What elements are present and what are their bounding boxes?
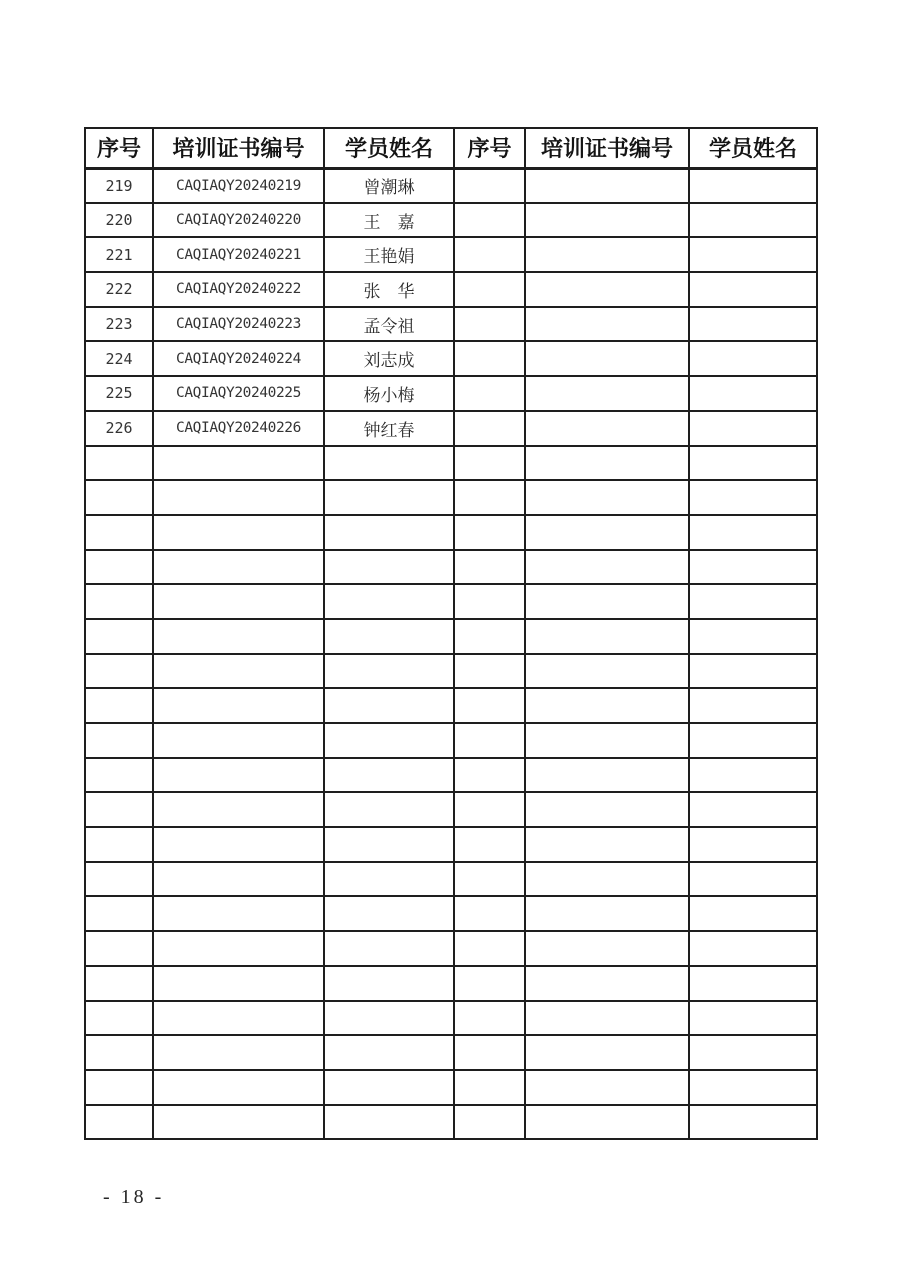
header-name-left: 学员姓名 [324,128,454,168]
certificate-cell [525,827,689,862]
name-cell [324,584,454,619]
name-cell [689,341,817,376]
serial-cell: 221 [85,237,153,272]
certificate-cell [153,862,324,897]
name-cell [324,792,454,827]
name-cell [689,931,817,966]
header-serial-right: 序号 [454,128,525,168]
name-cell [689,862,817,897]
certificate-cell [525,480,689,515]
certificate-cell [153,1035,324,1070]
name-cell: 杨小梅 [324,376,454,411]
header-name-right: 学员姓名 [689,128,817,168]
name-cell [689,688,817,723]
name-cell [324,1070,454,1105]
serial-cell [454,688,525,723]
serial-cell [85,827,153,862]
certificate-cell [525,411,689,446]
name-cell: 张 华 [324,272,454,307]
name-cell [689,654,817,689]
certificate-cell: CAQIAQY20240222 [153,272,324,307]
name-cell [324,723,454,758]
name-cell [324,515,454,550]
serial-cell [454,966,525,1001]
name-cell [324,862,454,897]
certificate-cell [153,550,324,585]
name-cell [689,307,817,342]
name-cell [324,758,454,793]
serial-cell [454,792,525,827]
serial-cell [85,619,153,654]
name-cell [689,446,817,481]
serial-cell [454,619,525,654]
serial-cell [85,446,153,481]
certificate-cell [525,1105,689,1140]
name-cell [689,550,817,585]
certificate-cell [525,931,689,966]
empty-table-row [85,688,817,723]
certificate-cell [525,515,689,550]
serial-cell [454,1001,525,1036]
serial-cell [454,1070,525,1105]
certificate-cell: CAQIAQY20240220 [153,203,324,238]
empty-table-row [85,862,817,897]
empty-table-row [85,1035,817,1070]
serial-cell [85,966,153,1001]
name-cell [324,688,454,723]
name-cell [324,446,454,481]
certificate-cell [525,446,689,481]
certificate-cell [525,619,689,654]
serial-cell [85,584,153,619]
empty-table-row [85,550,817,585]
name-cell [324,931,454,966]
certificate-cell [153,688,324,723]
name-cell [689,1105,817,1140]
name-cell [324,1105,454,1140]
serial-cell: 220 [85,203,153,238]
empty-table-row [85,515,817,550]
certificate-cell [525,723,689,758]
serial-cell [454,931,525,966]
table-row [85,272,817,307]
serial-cell [454,654,525,689]
certificate-cell [153,758,324,793]
certificate-cell [525,376,689,411]
certificate-cell: CAQIAQY20240221 [153,237,324,272]
name-cell [689,168,817,203]
serial-cell [85,758,153,793]
header-certificate-right: 培训证书编号 [525,128,689,168]
name-cell [324,1001,454,1036]
name-cell [689,966,817,1001]
name-cell [689,896,817,931]
name-cell: 刘志成 [324,341,454,376]
table-row [85,341,817,376]
serial-cell [85,550,153,585]
name-cell: 王 嘉 [324,203,454,238]
serial-cell [454,723,525,758]
name-cell [689,237,817,272]
serial-cell: 226 [85,411,153,446]
certificate-cell: CAQIAQY20240225 [153,376,324,411]
certificate-cell [525,654,689,689]
certificate-cell: CAQIAQY20240224 [153,341,324,376]
serial-cell [85,1070,153,1105]
certificate-cell [525,272,689,307]
certificate-cell [525,341,689,376]
name-cell [689,515,817,550]
name-cell [689,827,817,862]
serial-cell [454,307,525,342]
table-row [85,411,817,446]
certificate-cell [153,480,324,515]
certificate-cell [153,827,324,862]
name-cell: 曾潮琳 [324,168,454,203]
serial-cell: 223 [85,307,153,342]
serial-cell [454,168,525,203]
certificate-cell [153,446,324,481]
name-cell [324,619,454,654]
serial-cell [454,896,525,931]
name-cell [689,1035,817,1070]
table-row [85,376,817,411]
empty-table-row [85,619,817,654]
name-cell [689,584,817,619]
certificate-cell [525,1001,689,1036]
certificate-cell [153,1070,324,1105]
name-cell [324,480,454,515]
certificate-cell [525,237,689,272]
name-cell [689,480,817,515]
name-cell [689,1001,817,1036]
serial-cell [85,931,153,966]
table-header-row [85,128,817,168]
certificate-cell: CAQIAQY20240219 [153,168,324,203]
serial-cell [85,1105,153,1140]
table-row [85,237,817,272]
serial-cell [454,203,525,238]
certificate-cell [153,584,324,619]
certificate-cell [525,1035,689,1070]
name-cell [689,619,817,654]
empty-table-row [85,446,817,481]
name-cell [689,272,817,307]
name-cell [324,550,454,585]
certificate-cell [525,307,689,342]
page-number: - 18 - [103,1186,165,1208]
certificate-cell [525,168,689,203]
empty-table-row [85,758,817,793]
certificate-cell [525,1070,689,1105]
name-cell [324,827,454,862]
serial-cell [454,758,525,793]
serial-cell [85,688,153,723]
serial-cell [85,1001,153,1036]
serial-cell [454,550,525,585]
name-cell [324,966,454,1001]
serial-cell [85,723,153,758]
serial-cell [85,1035,153,1070]
empty-table-row [85,584,817,619]
serial-cell [454,341,525,376]
certificate-cell [525,203,689,238]
serial-cell [454,827,525,862]
name-cell [689,411,817,446]
serial-cell [85,792,153,827]
certificate-cell [525,896,689,931]
name-cell [324,1035,454,1070]
trainee-roster-table [84,127,818,1140]
serial-cell [454,515,525,550]
certificate-cell [525,758,689,793]
certificate-cell [153,931,324,966]
certificate-cell [525,966,689,1001]
name-cell [689,758,817,793]
serial-cell [85,896,153,931]
serial-cell [454,272,525,307]
name-cell: 王艳娟 [324,237,454,272]
certificate-cell [525,550,689,585]
certificate-cell [153,515,324,550]
serial-cell: 225 [85,376,153,411]
name-cell [324,896,454,931]
empty-table-row [85,1070,817,1105]
serial-cell [454,1035,525,1070]
certificate-cell [525,792,689,827]
certificate-cell: CAQIAQY20240226 [153,411,324,446]
certificate-cell [153,654,324,689]
serial-cell [454,1105,525,1140]
certificate-cell [525,688,689,723]
empty-table-row [85,931,817,966]
serial-cell [85,480,153,515]
certificate-cell [153,896,324,931]
name-cell: 钟红春 [324,411,454,446]
serial-cell [85,515,153,550]
serial-cell [85,654,153,689]
certificate-cell [525,584,689,619]
certificate-cell [153,723,324,758]
table-row [85,168,817,203]
serial-cell [85,862,153,897]
name-cell [689,376,817,411]
certificate-cell [525,862,689,897]
serial-cell: 222 [85,272,153,307]
certificate-cell [153,1105,324,1140]
table-body [85,168,817,1139]
serial-cell [454,862,525,897]
certificate-cell [153,1001,324,1036]
certificate-cell: CAQIAQY20240223 [153,307,324,342]
header-serial-left: 序号 [85,128,153,168]
name-cell [324,654,454,689]
certificate-cell [153,619,324,654]
empty-table-row [85,896,817,931]
empty-table-row [85,966,817,1001]
serial-cell [454,237,525,272]
serial-cell: 219 [85,168,153,203]
serial-cell [454,446,525,481]
name-cell [689,203,817,238]
table-row [85,307,817,342]
empty-table-row [85,792,817,827]
serial-cell: 224 [85,341,153,376]
name-cell [689,792,817,827]
name-cell: 孟令祖 [324,307,454,342]
table-row [85,203,817,238]
name-cell [689,1070,817,1105]
empty-table-row [85,654,817,689]
serial-cell [454,411,525,446]
empty-table-row [85,1001,817,1036]
certificate-cell [153,966,324,1001]
empty-table-row [85,1105,817,1140]
certificate-cell [153,792,324,827]
empty-table-row [85,827,817,862]
serial-cell [454,584,525,619]
empty-table-row [85,480,817,515]
name-cell [689,723,817,758]
serial-cell [454,376,525,411]
header-certificate-left: 培训证书编号 [153,128,324,168]
empty-table-row [85,723,817,758]
serial-cell [454,480,525,515]
